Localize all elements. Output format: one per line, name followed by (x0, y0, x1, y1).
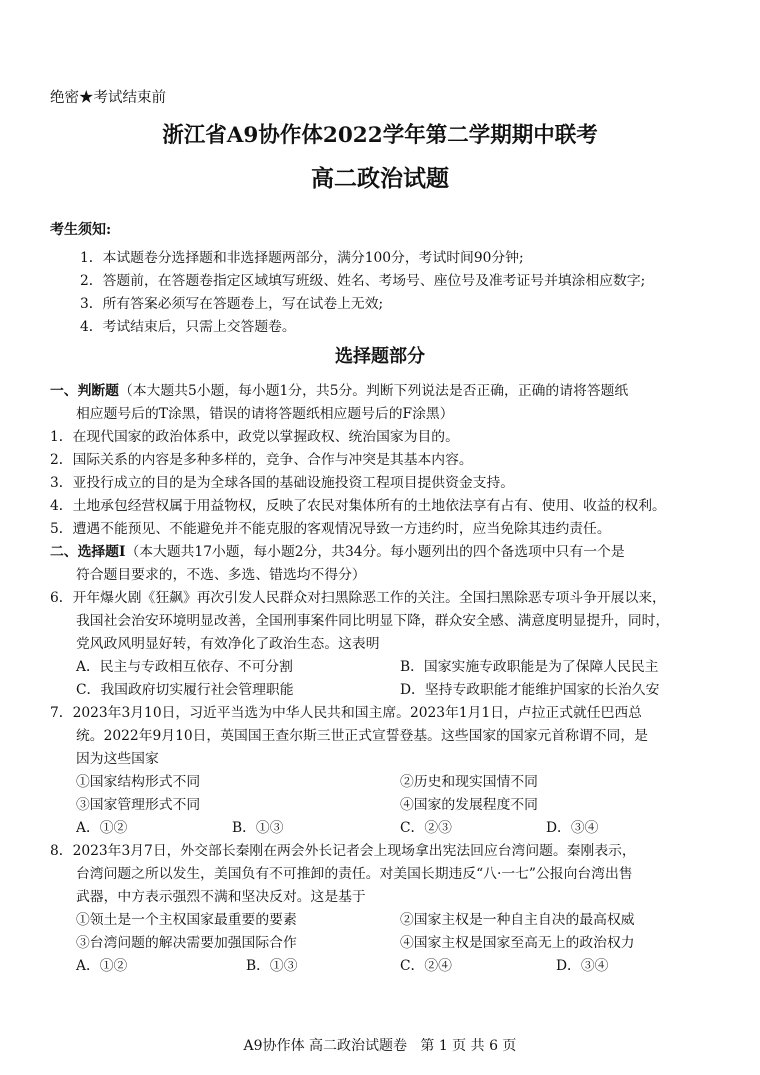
notice-item: 4．考试结束后，只需上交答题卷。 (80, 319, 296, 335)
q6-option-b: B．国家实施专政职能是为了保障人民民主 (400, 659, 659, 675)
question-item: 5．遭遇不能预见、不能避免并不能克服的客观情况导致一方违约时，应当免除其违约责任。 (50, 521, 611, 537)
question-7-stem: 7．2023年3月10日，习近平当选为中华人民共和国主席。2023年1月1日，卢拉正式就任巴西总 (50, 705, 642, 721)
q6-option-a: A．民主与专政相互依存、不可分割 (76, 659, 293, 675)
part1-desc: （本大题共5小题，每小题1分，共5分。判断下列说法是否正确，正确的请将答题纸 (118, 383, 629, 399)
question-item: 1．在现代国家的政治体系中，政党以掌握政权、统治国家为目的。 (50, 429, 459, 445)
q7-statement-3: ③国家管理形式不同 (76, 797, 201, 813)
question-6-stem: 我国社会治安环境明显改善，全国刑事案件同比明显下降，群众安全感、满意度明显提升，同时， (76, 613, 670, 629)
confidential-mark: 绝密★考试结束前 (50, 90, 166, 106)
q8-statement-2: ②国家主权是一种自主自决的最高权威 (400, 912, 635, 928)
notice-heading: 考生须知: (50, 222, 112, 238)
q8-option-c: C．②④ (400, 958, 452, 974)
part2-desc: （本大题共17小题，每小题2分，共34分。每小题列出的四个备选项中只有一个是 (125, 544, 625, 560)
q8-option-a: A．①② (76, 958, 128, 974)
notice-item: 2．答题前，在答题卷指定区域填写班级、姓名、考场号、座位号及准考证号并填涂相应数字; (80, 273, 646, 289)
q7-option-d: D．③④ (546, 820, 599, 836)
question-6-stem: 党风政风明显好转，有效净化了政治生态。这表明 (76, 636, 380, 652)
q7-statement-4: ④国家的发展程度不同 (400, 797, 538, 813)
question-item: 4．土地承包经营权属于用益物权，反映了农民对集体所有的土地依法享有占有、使用、收益的权利。 (50, 498, 666, 514)
question-item: 2．国际关系的内容是多种多样的，竞争、合作与冲突是其基本内容。 (50, 452, 473, 468)
q6-option-c: C．我国政府切实履行社会管理职能 (76, 682, 294, 698)
part2-header (50, 540, 625, 560)
q7-statement-1: ①国家结构形式不同 (76, 774, 201, 790)
notice-item: 1．本试题卷分选择题和非选择题两部分，满分100分，考试时间90分钟; (80, 250, 524, 266)
question-8-stem: 8．2023年3月7日，外交部长秦刚在两会外长记者会上现场拿出宪法回应台湾问题。秦刚表示， (50, 843, 636, 859)
question-item: 3．亚投行成立的目的是为全球各国的基础设施投资工程项目提供资金支持。 (50, 475, 515, 491)
question-7-stem: 统。2022年9月10日，英国国王查尔斯三世正式宣誓登基。这些国家的国家元首称谓不同，是 (76, 728, 648, 744)
question-8-stem: 武器，中方表示强烈不满和坚决反对。这是基于 (76, 889, 366, 905)
question-6-stem: 6．开年爆火剧《狂飙》再次引发人民群众对扫黑除恶工作的关注。全国扫黑除恶专项斗争开展以来， (50, 590, 666, 606)
q7-option-c: C．②③ (400, 820, 452, 836)
q6-option-d: D．坚持专政职能才能维护国家的长治久安 (400, 682, 660, 698)
q7-statement-2: ②历史和现实国情不同 (400, 774, 538, 790)
exam-title: 浙江省A9协作体2022学年第二学期期中联考 (162, 123, 598, 148)
question-8-stem: 台湾问题之所以发生，美国负有不可推卸的责任。对美国长期违反“八·一七”公报向台湾出售 (76, 866, 633, 882)
q7-option-b: B．①③ (232, 820, 284, 836)
page-footer: A9协作体 高二政治试题卷 第 1 页 共 6 页 (243, 1038, 517, 1054)
part1-desc-cont: 相应题号后的T涂黑，错误的请将答题纸相应题号后的F涂黑） (76, 406, 454, 422)
notice-item: 3．所有答案必须写在答题卷上，写在试卷上无效; (80, 296, 384, 312)
q7-option-a: A．①② (76, 820, 128, 836)
part2-label: 二、选择题Ⅰ (50, 544, 126, 560)
q8-option-d: D．③④ (556, 958, 609, 974)
q8-statement-4: ④国家主权是国家至高无上的政治权力 (400, 935, 635, 951)
part1-label: 一、判断题 (50, 383, 119, 399)
part2-desc-cont: 符合题目要求的，不选、多选、错选均不得分） (76, 567, 366, 583)
question-7-stem: 因为这些国家 (76, 751, 159, 767)
section-title: 选择题部分 (335, 346, 425, 367)
exam-subtitle: 高二政治试题 (311, 165, 449, 192)
q8-statement-3: ③台湾问题的解决需要加强国际合作 (76, 935, 297, 951)
q8-statement-1: ①领土是一个主权国家最重要的要素 (76, 912, 297, 928)
q8-option-b: B．①③ (246, 958, 298, 974)
part1-header (50, 379, 628, 399)
